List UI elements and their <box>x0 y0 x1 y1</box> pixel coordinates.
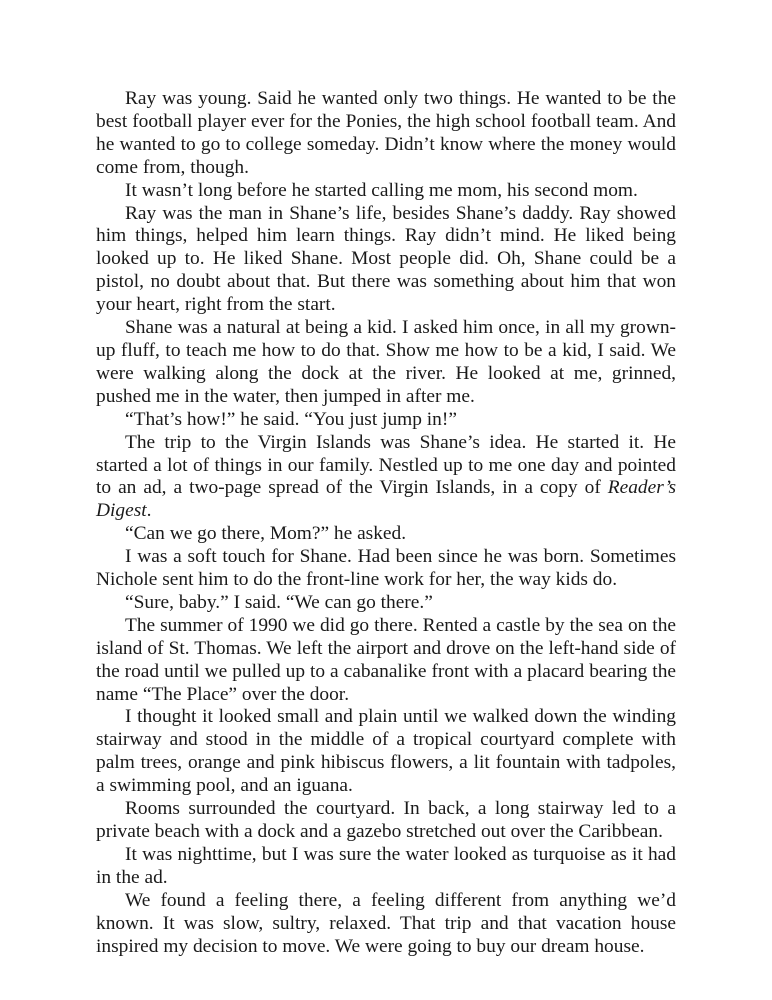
page-body <box>96 88 676 958</box>
magazine-title: Reader’s Digest <box>96 477 676 522</box>
paragraph-6 <box>96 432 676 524</box>
paragraph-6-end: . <box>146 500 152 522</box>
paragraph-9: “Sure, baby.” I said. “We can go there.” <box>125 591 433 613</box>
paragraph-4: Shane was a natural at being a kid. I asked him once, in all my grown-up fluff, to teach me how to do that. Show me how to be a kid, I said. We were walking along the dock at the river. He looked at me, grinned, pushed me in the water, then jumped in after me. <box>96 317 676 407</box>
paragraph-13: It was nighttime, but I was sure the water looked as turquoise as it had in the ad. <box>96 843 676 888</box>
paragraph-14: We found a feeling there, a feeling different from anything we’d known. It was slow, sultry, relaxed. That trip and that vacation house inspired my decision to move. We were going to buy our dream house. <box>96 889 676 957</box>
paragraph-1: Ray was young. Said he wanted only two things. He wanted to be the best football player ever for the Ponies, the high school football team. And he wanted to go to college someday. Didn’t know where the money would come from, though. <box>96 88 676 178</box>
paragraph-7: “Can we go there, Mom?” he asked. <box>125 523 407 545</box>
paragraph-6-text: The trip to the Virgin Islands was Shane’s idea. He started it. He started a lot of things in our family. Nestled up to me one day and pointed to an ad, a two-page spread of the Virgin Islands, in a copy of <box>96 431 676 499</box>
paragraph-10: The summer of 1990 we did go there. Rented a castle by the sea on the island of St. Thomas. We left the airport and drove on the left-hand side of the road until we pulled up to a cabanalike front with a placard bearing the name “The Place” over the door. <box>96 614 676 705</box>
paragraph-5: “That’s how!” he said. “You just jump in!” <box>125 408 457 430</box>
paragraph-11: I thought it looked small and plain until we walked down the winding stairway and stood in the middle of a tropical courtyard complete with palm trees, orange and pink hibiscus flowers, a lit fountain with tadpoles, a swimming pool, and an iguana. <box>96 706 676 797</box>
paragraph-3: Ray was the man in Shane’s life, besides Shane’s daddy. Ray showed him things, helped him learn things. Ray didn’t mind. He liked being looked up to. He liked Shane. Most people did. Oh, Shane could be a pistol, no doubt about that. But there was something about him that won your heart, right from the start. <box>96 202 676 316</box>
paragraph-2: It wasn’t long before he started calling me mom, his second mom. <box>125 179 638 201</box>
paragraph-8: I was a soft touch for Shane. Had been since he was born. Sometimes Nichole sent him to do the front-line work for her, the way kids do. <box>96 546 676 591</box>
paragraph-12: Rooms surrounded the courtyard. In back, a long stairway led to a private beach with a dock and a gazebo stretched out over the Caribbean. <box>96 798 676 842</box>
